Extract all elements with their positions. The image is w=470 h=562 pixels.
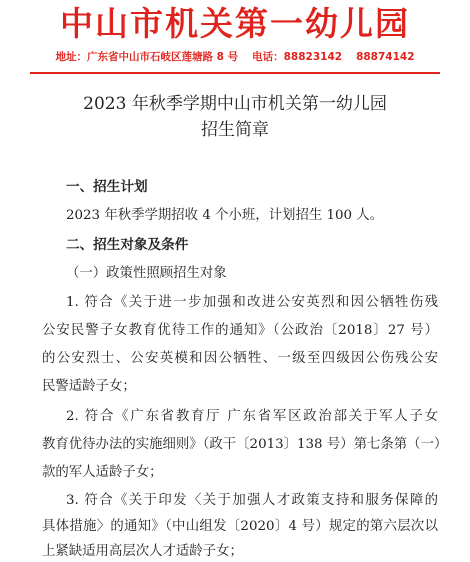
phone-label: 电话：: [252, 51, 284, 63]
item-3-line-1: 3. 符合《关于印发〈关于加强人才政策支持和服务保障的: [66, 493, 438, 508]
document-title-line-2: 招生简章: [201, 120, 269, 140]
letterhead-divider: [30, 72, 440, 74]
item-1-line-1: 1. 符合《关于进一步加强和改进公安英烈和因公牺牲伤残: [66, 295, 438, 310]
item-2-line-2: 教育优待办法的实施细则》（政干〔2013〕138 号）第七条第（一）: [42, 437, 448, 452]
phone-number-2: 88874142: [356, 51, 415, 63]
address-text: 地址：广东省中山市石岐区莲塘路 8 号: [55, 51, 239, 63]
enrollment-plan-text: 2023 年秋季学期招收 4 个小班，计划招生 100 人。: [66, 208, 384, 223]
organization-name: 中山市机关第一幼儿园: [60, 4, 410, 43]
letterhead: [0, 0, 470, 78]
item-2-line-3: 款的军人适龄子女；: [42, 465, 163, 480]
section-heading-enrollment-plan: 一、招生计划: [66, 179, 148, 195]
item-2-line-1: 2. 符合《广东省教育厅 广东省军区政治部关于军人子女: [66, 409, 438, 424]
contact-info: [0, 50, 470, 64]
phone-number-1: 88823142: [283, 51, 343, 63]
section-heading-eligibility: 二、招生对象及条件: [66, 237, 189, 253]
subsection-heading-policy-care: （一）政策性照顾招生对象: [66, 266, 227, 281]
item-3-line-3: 上紧缺适用高层次人才适龄子女；: [42, 544, 243, 559]
item-1-line-2: 公安民警子女教育优待工作的通知》（公政治〔2018〕27 号）: [42, 323, 438, 338]
item-3-line-2: 具体措施〉的通知》（中山组发〔2020〕4 号）规定的第六层次以: [42, 519, 438, 534]
document-title-line-1: 2023 年秋季学期中山市机关第一幼儿园: [83, 94, 387, 114]
item-1-line-4: 民警适龄子女；: [42, 379, 136, 394]
item-1-line-3: 的公安烈士、公安英模和因公牺牲、一级至四级因公伤残公安: [42, 351, 438, 366]
